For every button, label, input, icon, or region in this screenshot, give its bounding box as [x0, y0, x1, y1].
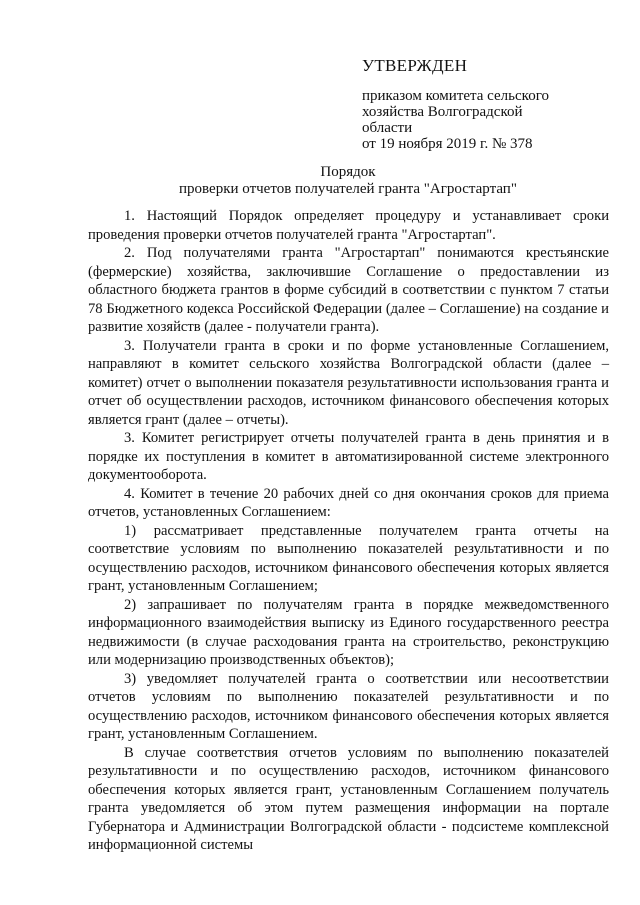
approval-line: хозяйства Волгоградской — [362, 104, 523, 120]
paragraph: 2) запрашивает по получателям гранта в порядке межведомственного информационного взаимодействия выписку из Единого государственного реестра недвижимости (в случае расходования гранта на строительство, реконструкцию или модернизацию производственных объектов); — [88, 596, 609, 668]
document-title: Порядок — [320, 164, 376, 180]
paragraph: 4. Комитет в течение 20 рабочих дней со дня окончания сроков для приема отчетов, установленных Соглашением: — [88, 485, 609, 520]
paragraph: 2. Под получателями гранта "Агростартап" понимаются крестьянские (фермерские) хозяйства, заключившие Соглашение о предоставлении из областного бюджета грантов в форме субсидий в соответствии с пунктом 7 статьи 78 Бюджетного кодекса Российской Федерации (далее – Соглашение) на создание и развитие хозяйств (далее - получатели гранта). — [88, 245, 609, 335]
paragraph: 3. Комитет регистрирует отчеты получателей гранта в день принятия и в порядке их поступления в комитет в автоматизированной системе электронного документооборота. — [88, 430, 609, 483]
approval-stamp — [362, 58, 592, 152]
paragraph: 3. Получатели гранта в сроки и по форме установленные Соглашением, направляют в комитет сельского хозяйства Волгоградской области (далее – комитет) отчет о выполнении показателя результативности использования гранта и отчет об осуществлении расходов, источником финансового обеспечения которых является грант (далее – отчеты). — [88, 337, 609, 428]
paragraph: В случае соответствия отчетов условиям по выполнению показателей результативности и по осуществлению расходов, источником финансового обеспечения которых является грант, установленным Соглашением получатель гранта уведомляется об этом путем размещения информации на портале Губернатора и Администрации Волгоградской области - подсистеме комплексной информационной системы — [88, 744, 609, 853]
approval-date: от 19 ноября 2019 г. № 378 — [362, 136, 533, 152]
document-body — [88, 207, 609, 855]
paragraph: 1) рассматривает представленные получателем гранта отчеты на соответствие условиям по выполнению показателей результативности и по осуществлению расходов, источником финансового обеспечения которых является грант, установленным Соглашением; — [88, 522, 609, 594]
paragraph: 1. Настоящий Порядок определяет процедуру и устанавливает сроки проведения проверки отчетов получателей гранта "Агростартап". — [88, 208, 609, 243]
approval-line: приказом комитета сельского — [362, 88, 549, 104]
document-subtitle: проверки отчетов получателей гранта "Агростартап" — [179, 181, 517, 197]
approval-heading: УТВЕРЖДЕН — [362, 56, 468, 75]
paragraph: 3) уведомляет получателей гранта о соответствии или несоответствии отчетов условиям по выполнению показателей результативности и по осуществлению расходов, источником финансового обеспечения которых является грант, установленным Соглашением. — [88, 670, 609, 742]
approval-line: области — [362, 120, 413, 136]
